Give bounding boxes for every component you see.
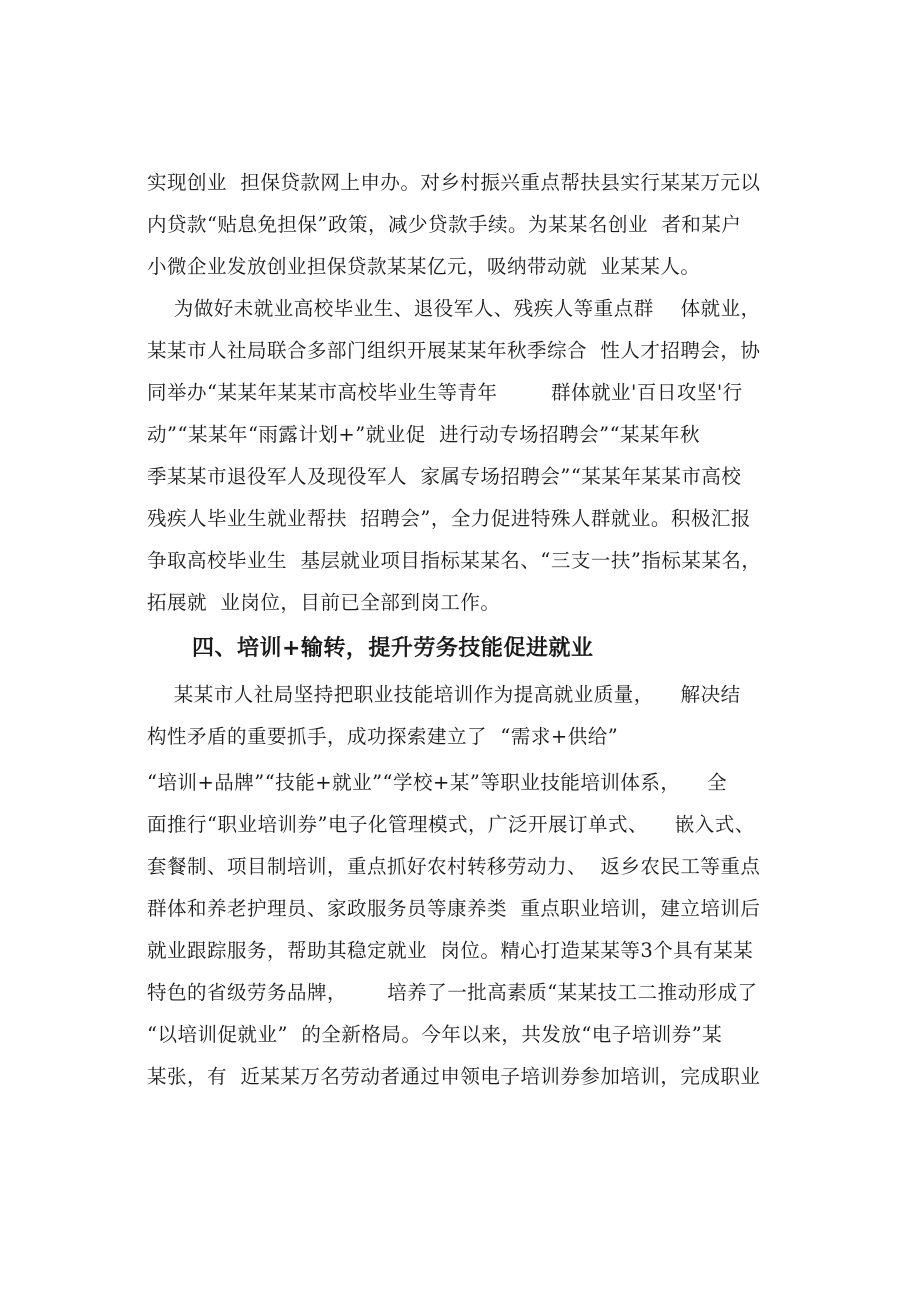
text-line: 某某市人社局联合多部门组织开展某某年秋季综合 性人才招聘会，协 — [147, 339, 761, 362]
text-line: 残疾人毕业生就业帮扶 招聘会”，全力促进特殊人群就业。积极汇报 — [147, 507, 751, 530]
text-line: 某某市人社局坚持把职业技能培训作为提高就业质量， 解决结 — [147, 683, 741, 706]
text-line: “以培训促就业” 的全新格局。今年以来，共发放“电子培训券”某 — [147, 1023, 723, 1046]
text-line: 内贷款“贴息免担保”政策，减少贷款手续。为某某名创业 者和某户 — [147, 213, 742, 236]
text-line: 套餐制、项目制培训，重点抓好农村转移劳动力、 返乡农民工等重点 — [147, 855, 761, 878]
text-line: 同举办“某某年某某市高校毕业生等青年 群体就业'百日攻坚'行 — [147, 381, 743, 404]
text-line: 构性矛盾的重要抓手，成功探索建立了 “需求+供给” — [147, 725, 619, 748]
text-line: “培训+品牌”“技能+就业”“学校+某”等职业技能培训体系， 全 — [147, 771, 728, 794]
section-heading: 四、培训+输转，提升劳务技能促进就业 — [192, 636, 594, 661]
text-line: 面推行“职业培训券”电子化管理模式，广泛开展订单式、 嵌入式、 — [147, 813, 755, 836]
text-line: 为做好未就业高校毕业生、退役军人、残疾人等重点群 体就业， — [147, 297, 761, 320]
text-line: 争取高校毕业生 基层就业项目指标某某名、“三支一扶”指标某某名， — [147, 549, 762, 572]
text-line: 实现创业 担保贷款网上申办。对乡村振兴重点帮扶县实行某某万元以 — [147, 171, 761, 194]
text-line: 动”“某某年“雨露计划+”就业促 进行动专场招聘会”“某某年秋 — [147, 423, 701, 446]
text-line: 特色的省级劳务品牌， 培养了一批高素质“某某技工二推动形成了 — [147, 981, 758, 1004]
text-line: 就业跟踪服务，帮助其稳定就业 岗位。精心打造某某等3个具有某某 — [147, 939, 754, 962]
text-line: 季某某市退役军人及现役军人 家属专场招聘会”“某某年某某市高校 — [147, 465, 742, 488]
text-line: 拓展就 业岗位，目前已全部到岗工作。 — [147, 591, 501, 614]
text-line: 某张，有 近某某万名劳动者通过申领电子培训券参加培训，完成职业 — [147, 1065, 761, 1088]
text-line: 小微企业发放创业担保贷款某某亿元，吸纳带动就 业某某人。 — [147, 255, 701, 278]
text-line: 群体和养老护理员、家政服务员等康养类 重点职业培训，建立培训后 — [147, 897, 761, 920]
